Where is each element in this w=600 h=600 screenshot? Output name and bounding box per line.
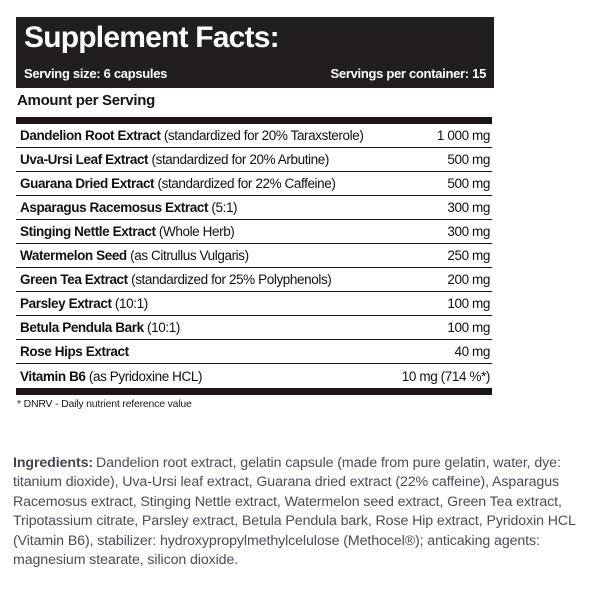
table-row: [16, 220, 492, 244]
ingredient-name: Rose Hips Extract: [20, 344, 129, 359]
ingredient-amount: 1 000 mg: [436, 128, 490, 143]
amount-per-serving-header: Amount per Serving: [17, 92, 155, 109]
table-bottom-divider-bar: [16, 388, 492, 395]
table-row: [16, 316, 492, 340]
ingredient-name: Parsley Extract (10:1): [20, 296, 148, 311]
serving-size-label: Serving size: 6 capsules: [24, 66, 168, 81]
table-row: [16, 340, 492, 364]
ingredient-name: Asparagus Racemosus Extract (5:1): [20, 200, 238, 215]
table-row: [16, 172, 492, 196]
ingredients-label: Ingredients:: [13, 455, 93, 471]
ingredient-amount: 500 mg: [447, 152, 490, 167]
ingredients-text: Dandelion root extract, gelatin capsule (made from pure gelatin, water, dye: titanium dioxide), Uva-Ursi leaf extract, Guarana dried extract (22% caffeine), Asparagus Racemosus extract, Stinging Nettle extract, Watermelon seed extract, Green Tea extract, Tripotassium citrate, Parsley extract, Betula Pendula bark, Rose Hip extract, Pyridoxin HCL (Vitamin B6), stabilizer: hydroxypropylmethylcelulose (Methocel®); anticaking agents: magnesium stearate, silicon dioxide.: [13, 455, 576, 569]
ingredients-paragraph: [13, 454, 599, 570]
ingredient-amount: 100 mg: [447, 320, 490, 335]
ingredient-amount: 10 mg (714 %*): [401, 368, 490, 384]
table-row: [16, 148, 492, 172]
ingredient-amount: 250 mg: [447, 248, 490, 263]
table-row: [16, 196, 492, 220]
serving-info-row: [24, 66, 486, 81]
table-row: [16, 244, 492, 268]
ingredient-name: Green Tea Extract (standardized for 25% Polyphenols): [20, 272, 332, 287]
ingredient-amount: 100 mg: [447, 296, 490, 311]
ingredient-amount: 300 mg: [447, 224, 490, 239]
table-top-divider-bar: [16, 117, 492, 124]
supplement-facts-header-box: [16, 17, 494, 88]
ingredient-amount: 200 mg: [447, 272, 490, 287]
ingredient-name: Dandelion Root Extract (standardized for 20% Taraxsterole): [20, 128, 364, 143]
dnrv-footnote: * DNRV - Daily nutrient reference value: [17, 398, 192, 410]
servings-per-container-label: Servings per container: 15: [330, 66, 486, 81]
ingredient-name: Watermelon Seed (as Citrullus Vulgaris): [20, 248, 249, 263]
ingredient-name: Uva-Ursi Leaf Extract (standardized for 20% Arbutine): [20, 152, 329, 167]
table-row: [16, 292, 492, 316]
facts-table-rows: [16, 124, 492, 388]
table-row: [16, 124, 492, 148]
facts-table: [16, 117, 492, 395]
table-row: [16, 364, 492, 388]
ingredient-name: Guarana Dried Extract (standardized for 22% Caffeine): [20, 176, 336, 191]
ingredient-name: Vitamin B6 (as Pyridoxine HCL): [20, 368, 203, 384]
ingredient-name: Stinging Nettle Extract (Whole Herb): [20, 224, 235, 239]
table-row: [16, 268, 492, 292]
ingredient-amount: 300 mg: [447, 200, 490, 215]
ingredient-name: Betula Pendula Bark (10:1): [20, 320, 180, 335]
ingredient-amount: 500 mg: [447, 176, 490, 191]
ingredient-amount: 40 mg: [454, 344, 490, 359]
supplement-facts-title: Supplement Facts:: [24, 21, 279, 54]
